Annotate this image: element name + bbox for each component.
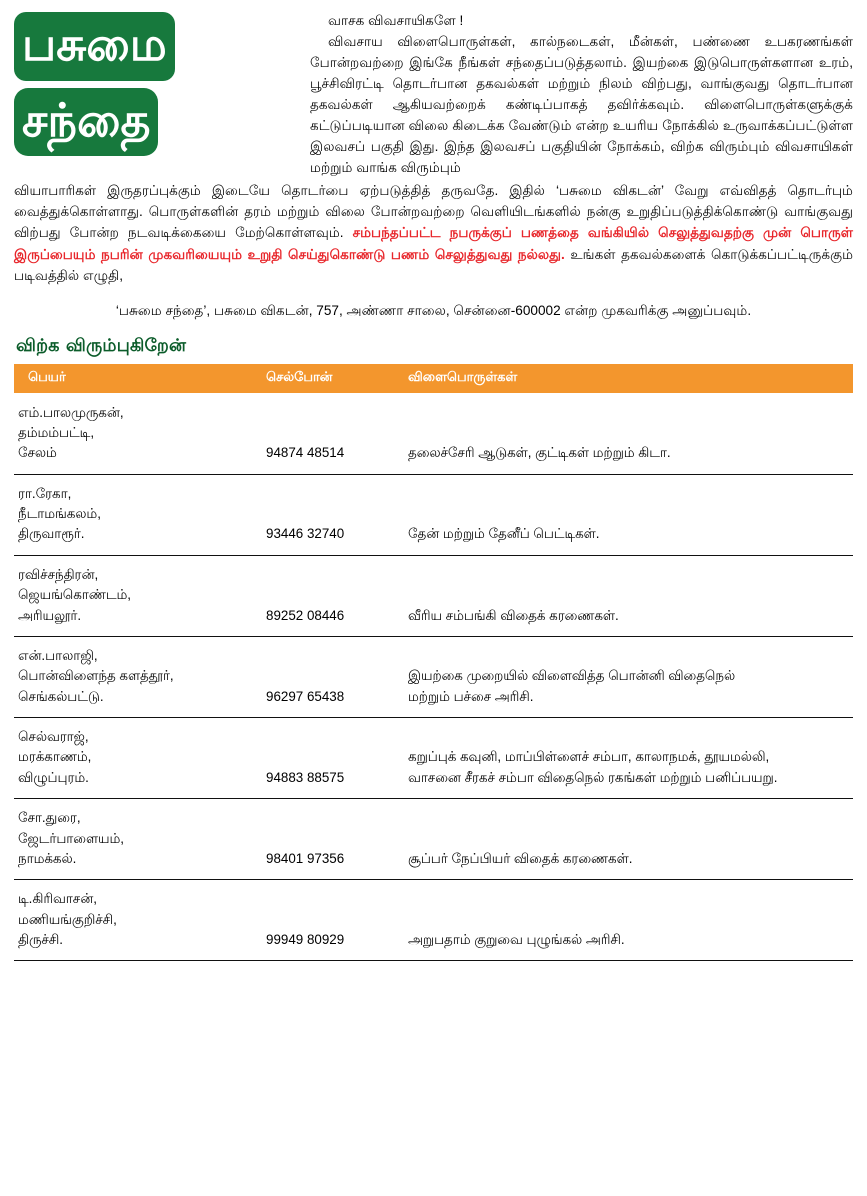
seller-name-line: திருவாரூர்.	[18, 526, 85, 542]
product-lines	[408, 666, 851, 707]
product-line: அறுபதாம் குறுவை புழுங்கல் அரிசி.	[408, 932, 625, 947]
cell-phone-number: 93446 32740	[266, 474, 408, 555]
cell-products	[408, 636, 853, 717]
table-row	[14, 393, 853, 475]
seller-name-line: பொன்விளைந்த களத்தூர்,	[18, 668, 174, 684]
cell-products	[408, 393, 853, 475]
cell-phone-number: 94874 48514	[266, 393, 408, 475]
seller-name-line: ரா.ரேகா,	[18, 485, 72, 501]
salutation: வாசக விவசாயிகளே !	[328, 13, 464, 28]
seller-name-line: விழுப்புரம்.	[18, 769, 89, 785]
section-heading-sell: விற்க விரும்புகிறேன்	[16, 335, 187, 356]
table-row	[14, 880, 853, 961]
product-lines	[408, 524, 851, 544]
seller-name-line: செங்கல்பட்டு.	[18, 688, 104, 704]
logo-line-2	[14, 88, 296, 157]
seller-name-line: தம்மம்பட்டி,	[18, 424, 95, 440]
product-line: கறுப்புக் கவுனி, மாப்பிள்ளைச் சம்பா, காலாநமக், தூயமல்லி,	[408, 749, 770, 765]
seller-name-lines	[18, 727, 266, 788]
cell-products	[408, 555, 853, 636]
cell-seller-name	[14, 636, 266, 717]
seller-name-line: சேலம்	[18, 445, 57, 461]
product-line: தலைச்சேரி ஆடுகள், குட்டிகள் மற்றும் கிடா.	[408, 445, 671, 461]
seller-name-lines	[18, 565, 266, 626]
postal-address-line: ‘பசுமை சந்தை’, பசுமை விகடன், 757, அண்ணா சாலை, சென்னை-600002 என்ற முகவரிக்கு அனுப்பவும்.	[115, 303, 752, 319]
table-header	[14, 364, 853, 393]
logo-text-line1: பசுமை	[14, 12, 175, 81]
body-paragraph	[14, 180, 853, 287]
cell-seller-name	[14, 799, 266, 880]
product-lines	[408, 747, 851, 788]
cell-phone-number: 94883 88575	[266, 718, 408, 799]
body-text-after-warning: உங்கள் தகவல்களைக் கொடுக்கப்பட்டிருக்கும் படிவத்தில் எழுதி,	[14, 246, 854, 284]
cell-products	[408, 880, 853, 961]
table-body	[14, 393, 853, 961]
product-line: வீரிய சம்பங்கி விதைக் கரணைகள்.	[408, 607, 619, 623]
column-header-products: விளைபொருள்கள்	[408, 364, 853, 393]
cell-products	[408, 474, 853, 555]
column-header-name: பெயர்	[14, 364, 266, 393]
product-line: இயற்கை முறையில் விளைவித்த பொன்னி விதைநெல்	[408, 668, 736, 684]
seller-name-lines	[18, 646, 266, 707]
cell-phone-number: 98401 97356	[266, 799, 408, 880]
product-lines	[408, 606, 851, 626]
product-lines	[408, 930, 851, 950]
seller-name-line: சோ.துரை,	[18, 810, 81, 826]
cell-seller-name	[14, 474, 266, 555]
cell-seller-name	[14, 880, 266, 961]
logo-text-line2: சந்தை	[14, 88, 158, 157]
product-line: வாசனை சீரகச் சம்பா விதைநெல் ரகங்கள் மற்றும் பனிப்பயறு.	[408, 769, 778, 785]
seller-name-line: டி.கிரிவாசன்,	[18, 891, 97, 907]
payment-warning-text: சம்பந்தப்பட்ட நபருக்குப் பணத்தை வங்கியில் செலுத்துவதற்கு முன் பொருள் இருப்பையும் நபரின் முகவரியையும் உறுதி செய்துகொண்டு பணம் செலுத்துவது நல்லது.	[14, 225, 854, 262]
intro-text-block	[310, 8, 853, 179]
product-lines	[408, 849, 851, 869]
cell-products	[408, 799, 853, 880]
masthead	[14, 8, 853, 179]
product-line: சூப்பர் நேப்பியர் விதைக் கரணைகள்.	[408, 850, 633, 866]
product-lines	[408, 443, 851, 463]
table-row	[14, 718, 853, 799]
seller-name-lines	[18, 403, 266, 464]
seller-name-line: ஜெயங்கொண்டம்,	[18, 587, 131, 603]
seller-name-line: ஜேடர்பாளையம்,	[18, 830, 125, 846]
table-row	[14, 555, 853, 636]
product-line: தேன் மற்றும் தேனீப் பெட்டிகள்.	[408, 526, 600, 542]
seller-name-line: எம்.பாலமுருகன்,	[18, 404, 124, 420]
sellers-listing-table	[14, 364, 853, 962]
seller-name-lines	[18, 889, 266, 950]
seller-name-line: என்.பாலாஜி,	[18, 647, 98, 663]
table-row	[14, 474, 853, 555]
table-header-row	[14, 364, 853, 393]
seller-name-line: நீடாமங்கலம்,	[18, 506, 101, 521]
column-header-phone: செல்போன்	[266, 364, 408, 393]
cell-products	[408, 718, 853, 799]
logo-line-1	[14, 12, 296, 81]
seller-name-line: ரவிச்சந்திரன்,	[18, 566, 99, 582]
seller-name-line: செல்வராஜ்,	[18, 729, 89, 744]
table-row	[14, 636, 853, 717]
seller-name-line: திருச்சி.	[18, 932, 64, 947]
seller-name-line: அரியலூர்.	[18, 607, 82, 623]
product-line: மற்றும் பச்சை அரிசி.	[408, 688, 534, 704]
cell-seller-name	[14, 393, 266, 475]
seller-name-line: நாமக்கல்.	[18, 850, 77, 866]
seller-name-lines	[18, 484, 266, 545]
cell-phone-number: 89252 08446	[266, 555, 408, 636]
cell-phone-number: 96297 65438	[266, 636, 408, 717]
pasumai-santhai-logo	[14, 8, 296, 163]
cell-seller-name	[14, 718, 266, 799]
cell-phone-number: 99949 80929	[266, 880, 408, 961]
seller-name-line: மரக்காணம்,	[18, 749, 92, 765]
seller-name-lines	[18, 808, 266, 869]
intro-paragraph: விவசாய விளைபொருள்கள், கால்நடைகள், மீன்கள், பண்ணை உபகரணங்கள் போன்றவற்றை இங்கே நீங்கள் சந்தைப்படுத்தலாம். இயற்கை இடுபொருள்களான உரம், பூச்சிவிரட்டி தொடர்பான தகவல்கள் மற்றும் நிலம் விற்பது, வாங்குவது தொடர்பான தகவல்கள் ஆகியவற்றைக் கண்டிப்பாகத் தவிர்க்கவும். விளைபொருள்களுக்குக் கட்டுப்படியான விலை கிடைக்க வேண்டும் என்ற உயரிய நோக்கில் உருவாக்கப்பட்டுள்ள இலவசப் பகுதி இது. இந்த இலவசப் பகுதியின் நோக்கம், விற்க விரும்பும் விவசாயிகள் மற்றும் வாங்க விரும்பும்	[310, 34, 853, 176]
body-text-before-warning: வியாபாரிகள் இருதரப்புக்கும் இடையே தொடர்பை ஏற்படுத்தித் தருவதே. இதில் ‘பசுமை விகடன்’ வேறு எவ்விதத் தொடர்பும் வைத்துக்கொள்ளாது. பொருள்களின் தரம் மற்றும் விலை போன்றவற்றை வெளியிடங்களில் நன்கு உறுதிப்படுத்திக்கொண்டு வாங்குவது விற்பது போன்ற நடவடிக்கையை மேற்கொள்ளவும்.	[14, 182, 853, 241]
table-row	[14, 799, 853, 880]
cell-seller-name	[14, 555, 266, 636]
seller-name-line: மணியங்குறிச்சி,	[18, 911, 117, 927]
